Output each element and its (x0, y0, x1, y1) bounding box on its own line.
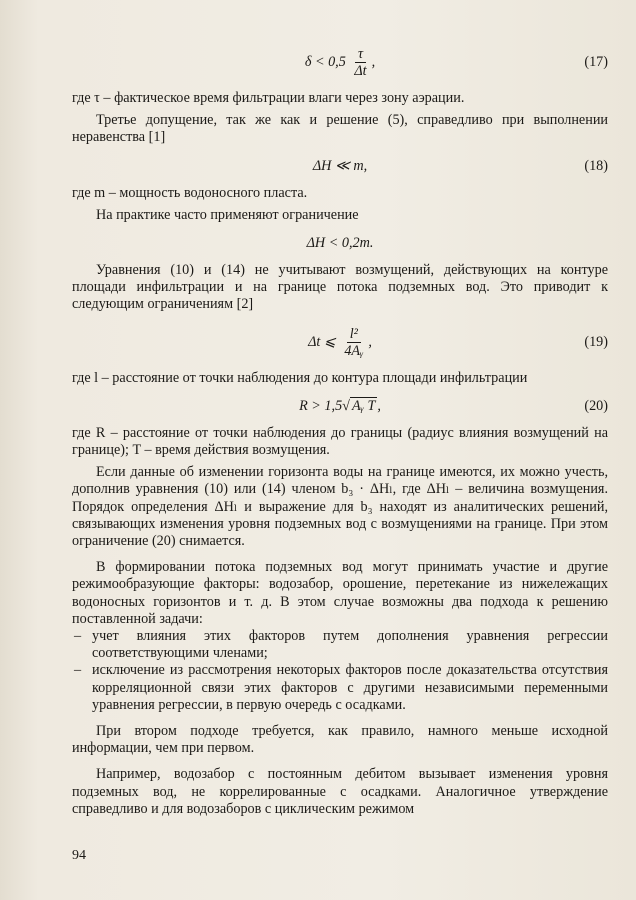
eq17-tail: , (371, 54, 376, 70)
eq20-radicand: Aᵧ T (351, 397, 376, 414)
eq19-numerator: l² (347, 326, 361, 343)
equation-19 (72, 320, 608, 364)
eq19-denominator: 4Aᵧ (344, 342, 364, 359)
eq-limit-expr: ΔH < 0,2m. (306, 235, 374, 252)
eq19-lhs: Δt ⩽ (308, 333, 336, 350)
equation-18 (72, 153, 608, 179)
eq17-numerator: τ (355, 46, 366, 63)
sqrt-icon: √ (342, 397, 350, 414)
paragraph-r: где R – расстояние от точки наблюдения до границы (радиус влияния возмущений на границе); T – время действия возмущения. (72, 424, 608, 459)
eq18-label: (18) (584, 157, 608, 174)
paragraph-equations-10-14: Уравнения (10) и (14) не учитывают возмущений, действующих на контуре площади инфильтрации и на границе потока подземных вод. Это приводит к следующим ограничениям [2] (72, 262, 608, 313)
paragraph-boundary-data: Если данные об изменении горизонта воды на границе имеются, их можно учесть, дополнив уравнения (10) или (14) членом b₃ · ΔHₗ, где ΔHₗ – величина возмущения. Порядок определения ΔHₗ и выражение для b₃ находят из аналитических решений, связывающих изменения уровня подземных вод с возмущениями на границе. При этом ограничение (20) снимается. (72, 464, 608, 550)
eq19-fraction (341, 326, 366, 359)
paragraph-water-intake: Например, водозабор с постоянным дебитом вызывает изменения уровня подземных вод, не коррелированные с осадками. Аналогичное утверждение справедливо и для водозаборов с циклическим режимом (72, 766, 608, 817)
eq20-label: (20) (584, 397, 608, 414)
approach-list (72, 628, 608, 714)
eq18-expr: ΔH ≪ m, (312, 157, 368, 174)
eq17-label: (17) (584, 54, 608, 70)
paragraph-third-assumption: Третье допущение, так же как и решение (5), справедливо при выполнении неравенства [1] (72, 112, 608, 146)
paragraph-tau: где τ – фактическое время фильтрации влаги через зону аэрации. (72, 90, 465, 106)
equation-limit (72, 230, 608, 256)
equation-20 (72, 393, 608, 419)
text-column (72, 34, 608, 818)
paragraph-practice: На практике часто применяют ограничение (96, 206, 359, 223)
page-number: 94 (72, 848, 86, 863)
eq17-denominator: Δt (354, 63, 367, 80)
paragraph-second-approach: При втором подходе требуется, как правило, намного меньше исходной информации, чем при первом. (72, 723, 608, 757)
paragraph-l: где l – расстояние от точки наблюдения до контура площади инфильтрации (72, 369, 528, 386)
list-item: – учет влияния этих факторов путем дополнения уравнения регрессии соответствующими членами; (72, 628, 608, 662)
equation-17 (72, 40, 608, 84)
eq20-tail: , (377, 397, 381, 414)
eq20-lhs: R > 1,5 (299, 397, 343, 414)
paragraph-m: где m – мощность водоносного пласта. (72, 184, 308, 201)
eq19-label: (19) (584, 333, 608, 350)
paragraph-other-factors: В формировании потока подземных вод могут принимать участие и другие режимообразующие факторы: водозабор, орошение, перетекание из нижележащих водоносных горизонтов и т. д. В этом случае возможны два подхода к решению поставленной задачи: (72, 559, 608, 627)
eq17-fraction (351, 46, 369, 79)
eq19-tail: , (368, 333, 372, 350)
eq17-lhs: δ < 0,5 (304, 54, 346, 70)
list-item: – исключение из рассмотрения некоторых факторов после доказательства отсутствия корреляционной связи этих факторов с другими независимыми переменными уравнения регрессии, в первую очередь с осадками. (72, 662, 608, 714)
